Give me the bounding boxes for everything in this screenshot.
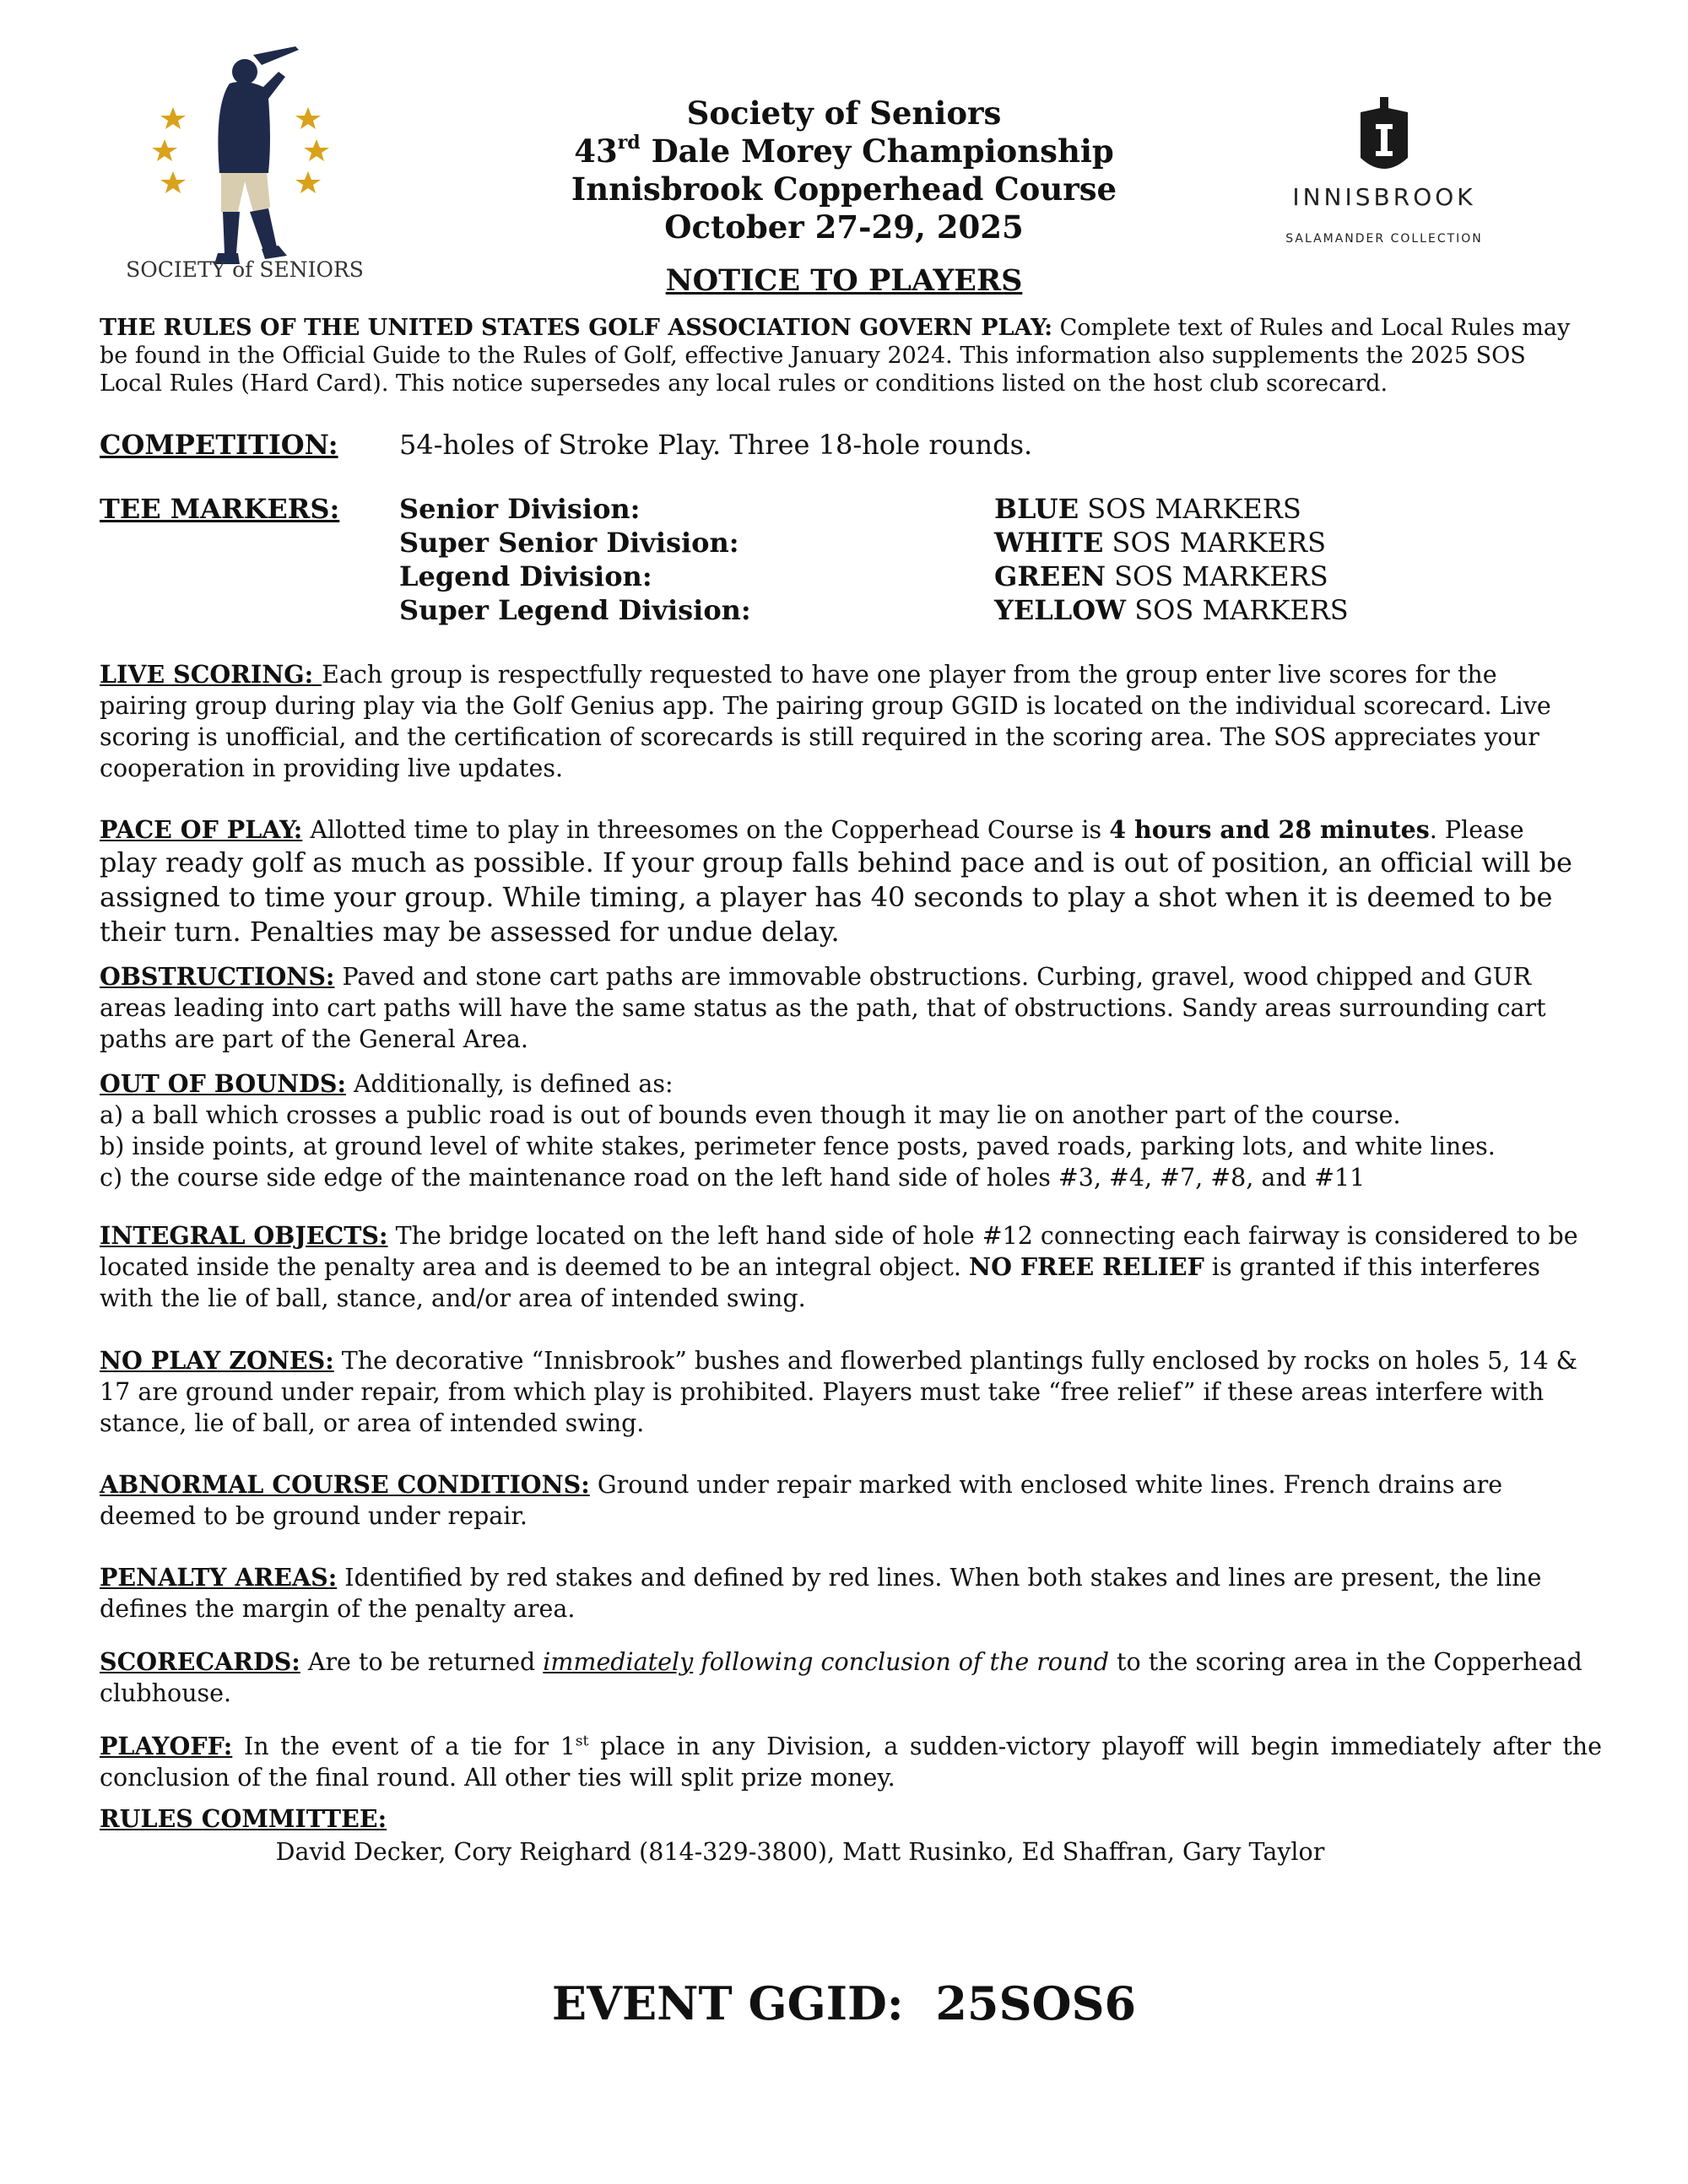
tee-row: Legend Division: GREEN SOS MARKERS xyxy=(399,560,1328,592)
tee-row: Super Senior Division: WHITE SOS MARKERS xyxy=(399,527,1327,559)
list-item: b) inside points, at ground level of white stakes, perimeter fence posts, paved roads, parking lots, and white lines. xyxy=(100,1133,1496,1160)
title-line-3: Innisbrook Copperhead Course xyxy=(571,170,1117,208)
innisbrook-logo xyxy=(1258,97,1511,257)
title-line-2: 43rd Dale Morey Championship xyxy=(574,132,1114,170)
innisbrook-sub: SALAMANDER COLLECTION xyxy=(1285,232,1483,246)
abnormal-conditions-paragraph: ABNORMAL COURSE CONDITIONS: Ground under repair marked with enclosed white lines. French drains are deemed to be ground under repair. xyxy=(100,1470,1503,1530)
no-play-zones-paragraph: NO PLAY ZONES: The decorative “Innisbrook” bushes and flowerbed plantings fully enclosed by rocks on holes 5, 14 & 17 are ground under repair, from which play is prohibited. Players must take “free relief” if these areas interfere with stance, lie of ball, or area of intended swing. xyxy=(100,1346,1578,1437)
list-item: c) the course side edge of the maintenance road on the left hand side of holes #3, #4, #7, #8, and #11 xyxy=(100,1164,1366,1192)
list-item: a) a ball which crosses a public road is out of bounds even though it may lie on another part of the course. xyxy=(100,1101,1401,1129)
title-block xyxy=(473,95,1215,246)
tee-row: Senior Division: BLUE SOS MARKERS xyxy=(399,493,1301,525)
obstructions-paragraph: OBSTRUCTIONS: Paved and stone cart paths are immovable obstructions. Curbing, gravel, wood chipped and GUR areas leading into cart paths will have the same status as the path, that of obstructions. Sandy areas surrounding cart paths are part of the General Area. xyxy=(100,962,1546,1053)
out-of-bounds-section: OUT OF BOUNDS: Additionally, is defined as: a) a ball which crosses a public road is out of bounds even though it may lie on another part of the course. b) inside points, at ground level of white stakes, perimeter fence posts, paved roads, parking lots, and white lines. c) the course side edge of the maintenance road on the left hand side of holes #3, #4, #7, #8, and #11 xyxy=(100,1068,1602,1193)
innisbrook-shield-icon xyxy=(1258,97,1511,190)
integral-objects-paragraph: INTEGRAL OBJECTS: The bridge located on the left hand side of hole #12 connecting each fairway is considered to be located inside the penalty area and is deemed to be an integral object. NO FREE RELIEF is granted if this interferes with the lie of ball, stance, and/or area of intended swing. xyxy=(100,1221,1578,1312)
notice-body xyxy=(100,314,1602,1868)
competition-label: COMPETITION: xyxy=(100,429,338,461)
sos-logo-text: SOCIETY of SENIORS xyxy=(126,257,364,282)
playoff-paragraph: PLAYOFF: In the event of a tie for 1st place in any Division, a sudden-victory playoff will begin immediately after the conclusion of the final round. All other ties will split prize money. xyxy=(100,1732,1603,1792)
governing-paragraph: THE RULES OF THE UNITED STATES GOLF ASSOCIATION GOVERN PLAY: Complete text of Rules and Local Rules may be found in the Official Guide to the Rules of Golf, effective January 2024. This information also supplements the 2025 SOS Local Rules (Hard Card). This notice supersedes any local rules or conditions listed on the host club scorecard. xyxy=(100,315,1571,397)
competition-row xyxy=(100,428,1602,462)
scorecards-paragraph: SCORECARDS: Are to be returned immediately following conclusion of the round to the scoring area in the Copperhead clubhouse. xyxy=(100,1647,1582,1707)
title-line-4: October 27-29, 2025 xyxy=(664,208,1024,246)
pace-of-play-paragraph: PACE OF PLAY: Allotted time to play in threesomes on the Copperhead Course is 4 hours and 28 minutes. Please xyxy=(100,815,1524,844)
notice-heading: NOTICE TO PLAYERS xyxy=(665,263,1023,298)
innisbrook-name: INNISBROOK xyxy=(1292,183,1476,211)
title-line-1: Society of Seniors xyxy=(686,95,1002,132)
oob-label: OUT OF BOUNDS: xyxy=(100,1069,346,1098)
tee-row: Super Legend Division: YELLOW SOS MARKERS xyxy=(399,594,1349,626)
rules-committee-members: David Decker, Cory Reighard (814-329-3800), Matt Rusinko, Ed Shaffran, Gary Taylor xyxy=(275,1838,1325,1866)
rules-committee-label: RULES COMMITTEE: xyxy=(100,1804,387,1833)
event-ggid: EVENT GGID: 25SOS6 xyxy=(551,1976,1137,2030)
penalty-areas-paragraph: PENALTY AREAS: Identified by red stakes and defined by red lines. When both stakes and lines are present, the line defines the margin of the penalty area. xyxy=(100,1563,1542,1623)
tee-markers-section xyxy=(100,492,1602,627)
tee-markers-label: TEE MARKERS: xyxy=(100,493,340,525)
live-scoring-paragraph: LIVE SCORING: Each group is respectfully requested to have one player from the group enter live scores for the pairing group during play via the Golf Genius app. The pairing group GGID is located on the individual scorecard. Live scoring is unofficial, and the certification of scorecards is still required in the scoring area. The SOS appreciates your cooperation in providing live updates. xyxy=(100,660,1551,782)
competition-text: 54-holes of Stroke Play. Three 18-hole rounds. xyxy=(399,429,1033,461)
pace-of-play-continued: play ready golf as much as possible. If your group falls behind pace and is out of position, an official will be assigned to time your group. While timing, a player has 40 seconds to play a shot when it is deemed to be their turn. Penalties may be assessed for undue delay. xyxy=(100,846,1572,948)
